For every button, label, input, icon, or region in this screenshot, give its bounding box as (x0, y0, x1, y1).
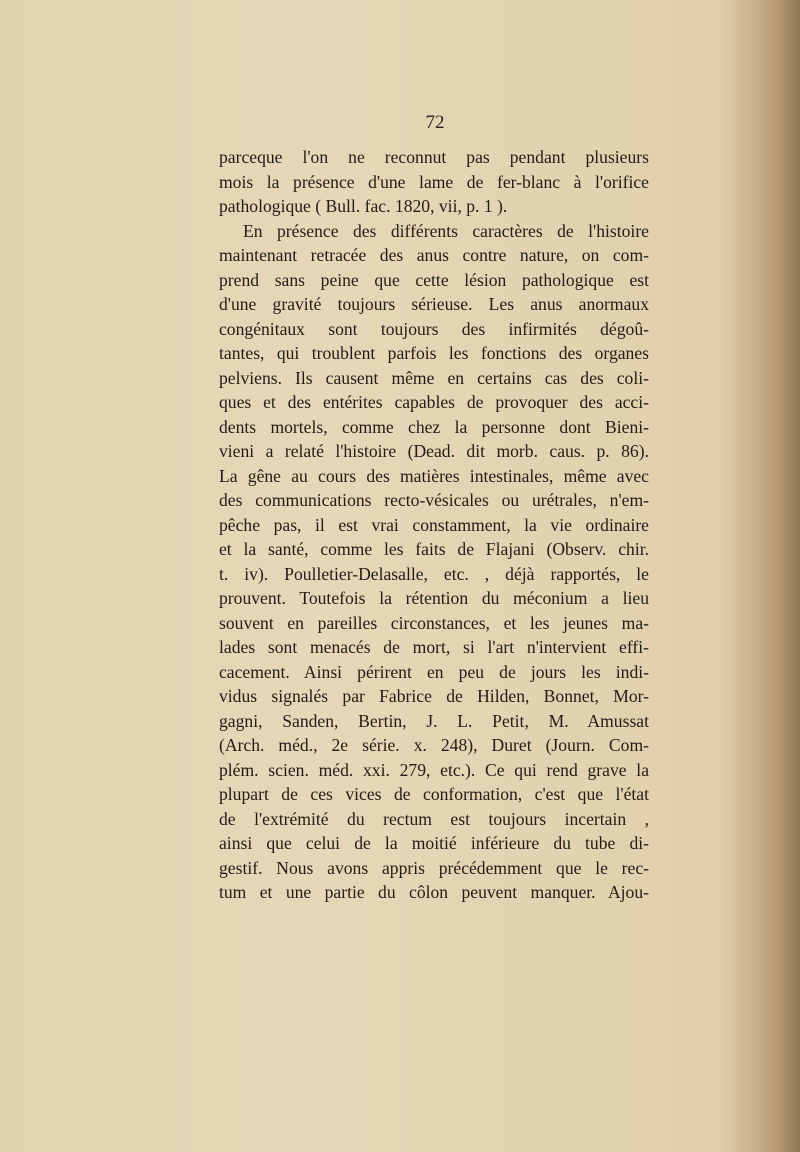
text-line: maintenant retracée des anus contre nature, on com- (219, 245, 649, 265)
text-line: lades sont menacés de mort, si l'art n'intervient effi- (219, 637, 649, 657)
text-line: pelviens. Ils causent même en certains cas des coli- (219, 367, 649, 388)
text-line: tantes, qui troublent parfois les fonctions des organes (219, 343, 649, 363)
text-line: souvent en pareilles circonstances, et les jeunes ma- (219, 612, 649, 633)
text-line: et la santé, comme les faits de Flajani (Observ. chir. (219, 539, 649, 559)
text-line: plém. scien. méd. xxi. 279, etc.). Ce qui rend grave la (219, 759, 649, 780)
text-line: mois la présence d'une lame de fer-blanc à l'orifice (219, 171, 649, 192)
text-line: pathologique ( Bull. fac. 1820, vii, p. 1 ). (219, 196, 508, 216)
text-line: vieni a relaté l'histoire (Dead. dit morb. caus. p. 86). (219, 441, 649, 461)
text-line: plupart de ces vices de conformation, c'est que l'état (219, 784, 649, 804)
text-line: congénitaux sont toujours des infirmités dégoû- (219, 318, 649, 339)
text-line: prouvent. Toutefois la rétention du méconium a lieu (219, 588, 649, 608)
text-line: dents mortels, comme chez la personne dont Bieni- (219, 416, 649, 437)
paragraph-start-line: En présence des différents caractères de l'histoire (243, 220, 649, 241)
text-line: (Arch. méd., 2e série. x. 248), Duret (Journ. Com- (219, 735, 649, 755)
text-line: tum et une partie du côlon peuvent manquer. Ajou- (219, 882, 649, 902)
text-line: ainsi que celui de la moitié inférieure du tube di- (219, 833, 649, 853)
text-line: cacement. Ainsi périrent en peu de jours les indi- (219, 661, 649, 682)
text-line: pêche pas, il est vrai constamment, la vie ordinaire (219, 514, 649, 535)
text-line: des communications recto-vésicales ou urétrales, n'em- (219, 490, 649, 510)
text-line: d'une gravité toujours sérieuse. Les anus anormaux (219, 294, 649, 314)
text-line: de l'extrémité du rectum est toujours incertain , (219, 808, 649, 829)
text-line: prend sans peine que cette lésion pathologique est (219, 269, 649, 290)
text-line: ques et des entérites capables de provoquer des acci- (219, 392, 649, 412)
page-number: 72 (425, 112, 445, 133)
body-text (219, 145, 649, 905)
text-line: t. iv). Poulletier-Delasalle, etc. , déjà rapportés, le (219, 563, 649, 584)
text-line: gagni, Sanden, Bertin, J. L. Petit, M. Amussat (219, 710, 649, 731)
text-line: vidus signalés par Fabrice de Hilden, Bonnet, Mor- (219, 686, 649, 706)
text-line: parceque l'on ne reconnut pas pendant plusieurs (219, 147, 649, 167)
text-line: gestif. Nous avons appris précédemment que le rec- (219, 857, 649, 878)
text-line: La gêne au cours des matières intestinales, même avec (219, 465, 649, 486)
